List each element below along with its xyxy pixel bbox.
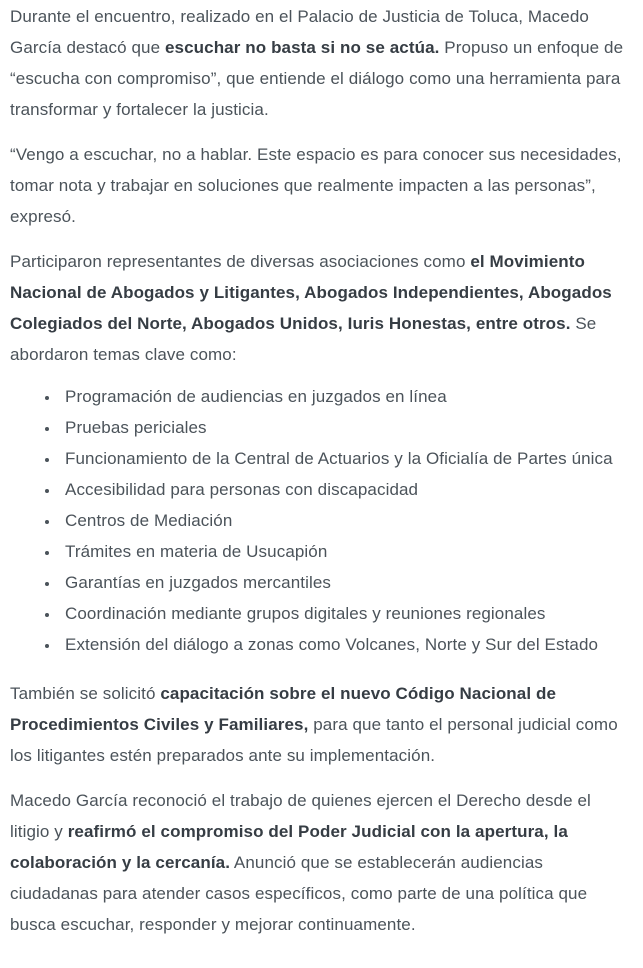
list-item: • Pruebas periciales [60, 415, 633, 441]
paragraph [10, 785, 633, 940]
paragraph [10, 678, 633, 771]
text-run: para que tanto el personal judicial como los litigantes estén preparados ante su implementación. [10, 715, 618, 765]
list-item: • Extensión del diálogo a zonas como Volcanes, Norte y Sur del Estado [60, 632, 633, 658]
bold-text-run: capacitación sobre el nuevo Código Nacional de Procedimientos Civiles y Familiares, [10, 684, 557, 734]
text-run: También se solicitó [10, 684, 161, 703]
paragraph [10, 139, 633, 232]
list-item: • Accesibilidad para personas con discapacidad [60, 477, 633, 503]
text-run: Anunció que se establecerán audiencias ciudadanas para atender casos específicos, como parte de una política que busca escuchar, responder y mejorar continuamente. [10, 853, 588, 934]
paragraph [10, 246, 633, 370]
list-item: • Trámites en materia de Usucapión [60, 539, 633, 565]
text-run: Macedo García reconoció el trabajo de quienes ejercen el Derecho desde el litigio y [10, 791, 591, 841]
list-item: • Programación de audiencias en juzgados en línea [60, 384, 633, 410]
topics-list [10, 384, 633, 658]
list-item: • Centros de Mediación [60, 508, 633, 534]
text-run: Participaron representantes de diversas asociaciones como [10, 252, 471, 271]
paragraph [10, 1, 633, 125]
bold-text-run: escuchar no basta si no se actúa. [165, 38, 440, 57]
list-item: • Garantías en juzgados mercantiles [60, 570, 633, 596]
list-item: • Coordinación mediante grupos digitales y reuniones regionales [60, 601, 633, 627]
bold-text-run: el Movimiento Nacional de Abogados y Litigantes, Abogados Independientes, Abogados Colegiados del Norte, Abogados Unidos, Iuris Honestas, entre otros. [10, 252, 612, 333]
bold-text-run: reafirmó el compromiso del Poder Judicial con la apertura, la colaboración y la cercanía. [10, 822, 568, 872]
text-run: Durante el encuentro, realizado en el Palacio de Justicia de Toluca, Macedo García destacó que [10, 7, 589, 57]
text-run: Se abordaron temas clave como: [10, 314, 597, 364]
text-run: “Vengo a escuchar, no a hablar. Este espacio es para conocer sus necesidades, tomar nota y trabajar en soluciones que realmente impacten a las personas”, expresó. [10, 145, 622, 226]
list-item: • Funcionamiento de la Central de Actuarios y la Oficialía de Partes única [60, 446, 633, 472]
text-run: Propuso un enfoque de “escucha con compromiso”, que entiende el diálogo como una herramienta para transformar y fortalecer la justicia. [10, 38, 624, 119]
